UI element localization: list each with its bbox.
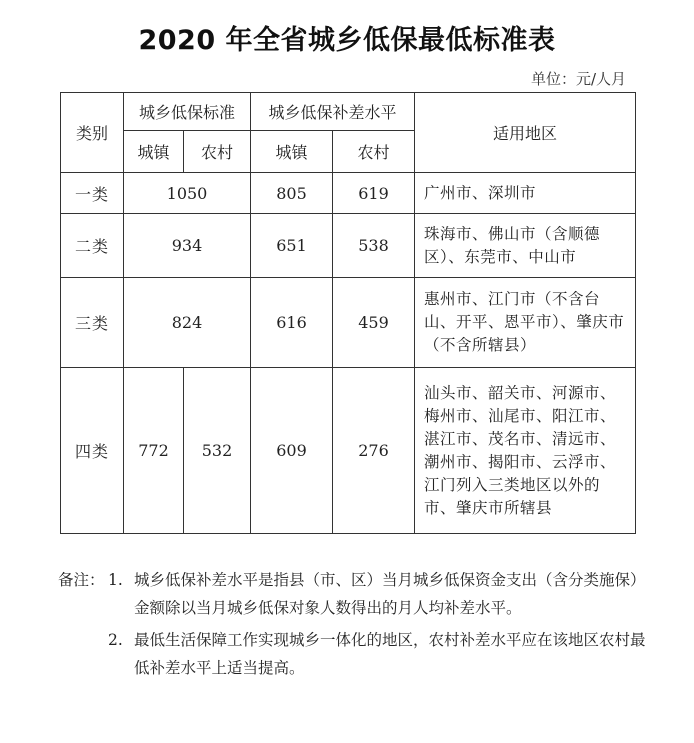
note-text: 城乡低保补差水平是指县（市、区）当月城乡低保资金支出（含分类施保）金额除以当月城乡低保对象人数得出的月人均补差水平。 [134, 571, 646, 617]
note-item [58, 566, 658, 622]
row-standard: 1050 [124, 173, 251, 214]
row-region: 汕头市、韶关市、河源市、梅州市、汕尾市、阳江市、湛江市、茂名市、清远市、潮州市、揭阳市、云浮市、江门列入三类地区以外的市、肇庆市所辖县 [415, 368, 636, 534]
row-region: 惠州市、江门市（不含台山、开平、恩平市）、肇庆市（不含所辖县） [415, 278, 636, 368]
page-title: 2020 年全省城乡低保最低标准表 [138, 25, 556, 56]
row-subsidy-rural: 459 [333, 278, 415, 368]
table-row [61, 368, 636, 534]
table-row [61, 214, 636, 278]
row-category: 一类 [61, 173, 124, 214]
table-row [61, 173, 636, 214]
row-subsidy-urban: 616 [251, 278, 333, 368]
note-number: 1. [108, 571, 123, 589]
header-subsidy-group: 城乡低保补差水平 [251, 93, 415, 131]
header-standard-rural: 农村 [184, 131, 251, 173]
row-subsidy-rural: 276 [333, 368, 415, 534]
row-standard-urban: 772 [124, 368, 184, 534]
row-standard-rural: 532 [184, 368, 251, 534]
row-subsidy-urban: 805 [251, 173, 333, 214]
note-text: 最低生活保障工作实现城乡一体化的地区，农村补差水平应在该地区农村最低补差水平上适当提高。 [134, 631, 646, 677]
header-category: 类别 [61, 93, 124, 173]
row-category: 四类 [61, 368, 124, 534]
header-standard-urban: 城镇 [124, 131, 184, 173]
header-subsidy-urban: 城镇 [251, 131, 333, 173]
row-subsidy-rural: 619 [333, 173, 415, 214]
row-subsidy-urban: 651 [251, 214, 333, 278]
header-subsidy-rural: 农村 [333, 131, 415, 173]
standards-table [60, 92, 636, 534]
row-subsidy-rural: 538 [333, 214, 415, 278]
row-region: 珠海市、佛山市（含顺德区）、东莞市、中山市 [415, 214, 636, 278]
notes-label: 备注： [58, 571, 105, 589]
table-row [61, 278, 636, 368]
row-region: 广州市、深圳市 [415, 173, 636, 214]
row-subsidy-urban: 609 [251, 368, 333, 534]
header-region: 适用地区 [415, 93, 636, 173]
header-row-1 [61, 93, 636, 131]
note-number: 2. [108, 631, 123, 649]
unit-label: 单位：元/人月 [530, 70, 626, 88]
header-standard-group: 城乡低保标准 [124, 93, 251, 131]
note-item [58, 626, 658, 682]
row-standard: 824 [124, 278, 251, 368]
notes-section [58, 566, 658, 682]
row-category: 三类 [61, 278, 124, 368]
row-standard: 934 [124, 214, 251, 278]
row-category: 二类 [61, 214, 124, 278]
